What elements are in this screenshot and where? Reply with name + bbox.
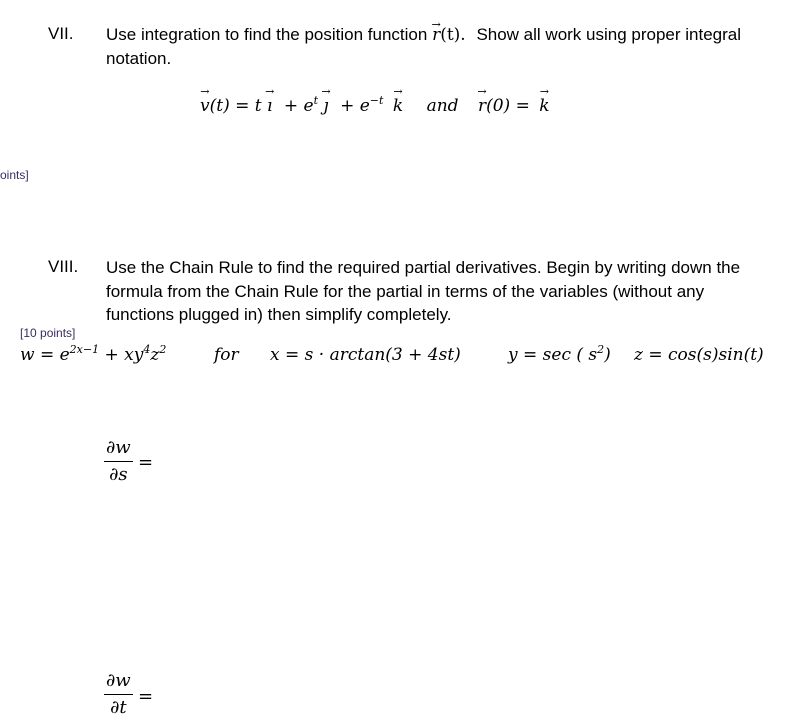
r-vector-symbol: → r(t). — [432, 25, 466, 45]
equals-sign-s: = — [138, 452, 154, 473]
q7-text-1: Use integration to find the position function — [106, 25, 428, 44]
for-label: for — [214, 345, 239, 365]
question-7-number: VII. — [48, 24, 74, 43]
partial-w-t-fraction — [104, 670, 133, 719]
question-7-line-1 — [106, 23, 741, 47]
partial-w-numerator-2: ∂w — [104, 670, 133, 695]
z-equation: z = cos(s)sin(t) — [634, 345, 764, 365]
partial-w-s-fraction — [104, 437, 133, 486]
question-8-number: VIII. — [48, 257, 79, 276]
question-8-line-2: formula from the Chain Rule for the partial in terms of the variables (without any — [106, 282, 705, 301]
partial-s-denominator: ∂s — [109, 464, 128, 485]
question-8-line-1: Use the Chain Rule to find the required partial derivatives. Begin by writing down the — [106, 258, 741, 277]
w-equation: $w = e^{2x-1} + xy^4z^2$ — [20, 343, 167, 365]
points-label: [10 points] — [20, 326, 76, 340]
equals-sign-t: = — [138, 686, 154, 707]
y-equation: y = sec ( $s^2$) — [508, 343, 611, 365]
partial-t-denominator: ∂t — [110, 697, 127, 718]
velocity-equation: → v(t) = t → ı + $e^t$ → ȷ + $e^{-t} \to k$ and → r(0) = → k — [200, 96, 550, 116]
partial-w-numerator: ∂w — [104, 437, 133, 462]
q7-text-1b: Show all work using proper integral — [476, 25, 742, 44]
points-label-cut: oints] — [0, 168, 29, 182]
x-equation: x = s · arctan(3 + 4st) — [270, 345, 461, 365]
question-7-line-2: notation. — [106, 49, 172, 68]
question-8-line-3: functions plugged in) then simplify completely. — [106, 305, 452, 324]
